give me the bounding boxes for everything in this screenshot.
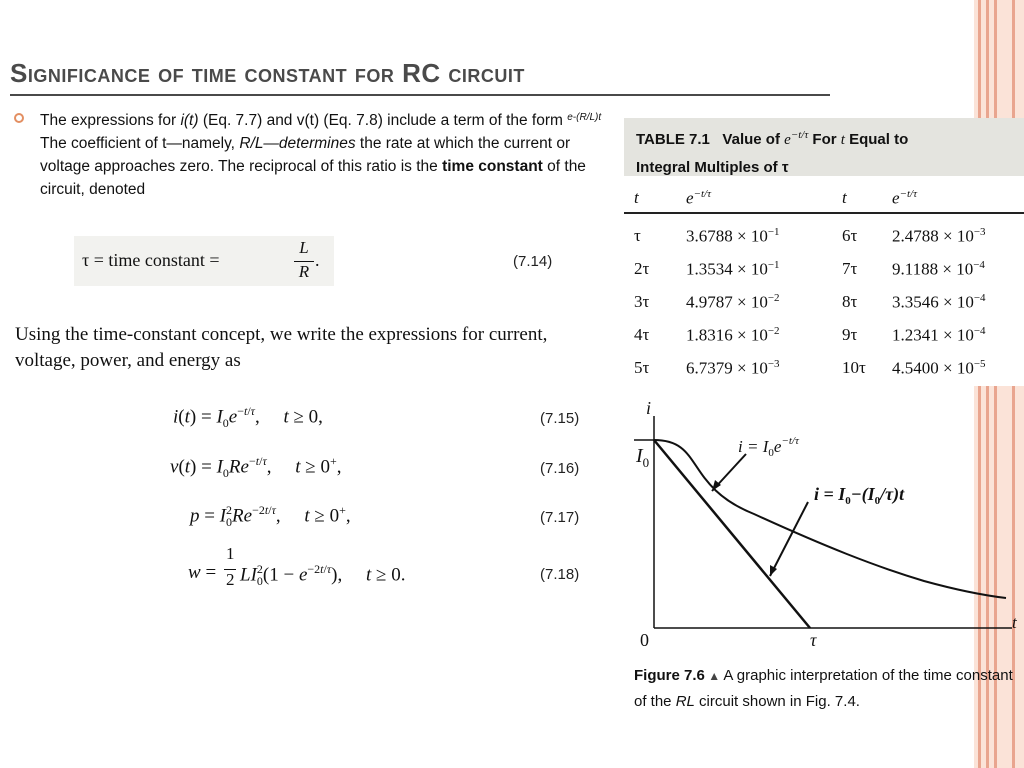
y-axis-label: i bbox=[646, 398, 652, 418]
text-run: (Eq. 7.7) and v(t) (Eq. 7.8) include a term of the form bbox=[198, 112, 568, 129]
title-underline bbox=[10, 94, 830, 96]
table-title-part: t bbox=[840, 132, 845, 148]
label-part: −(I bbox=[850, 484, 875, 504]
curve-label-exponential bbox=[738, 435, 800, 459]
column-header-sup: −t/τ bbox=[899, 188, 918, 200]
table-cell-value: $9.1188 \times 10^{-4}$ bbox=[892, 259, 985, 279]
label-part: e bbox=[773, 437, 782, 456]
bullet-icon bbox=[14, 113, 24, 123]
column-header-e: e bbox=[892, 188, 900, 208]
equation-7-16: $v(t) = I_0Re^{-t/\tau}$, t ≥ 0+, bbox=[170, 454, 342, 481]
text-run: the rate at which the current or voltage approaches zero. The reciprocal of this ratio is the bbox=[40, 135, 571, 175]
i0-label bbox=[635, 445, 649, 470]
label-part: 0 bbox=[845, 495, 851, 507]
text-run-bold: time constant bbox=[442, 158, 543, 175]
column-header bbox=[686, 188, 711, 209]
label-part: /τ)t bbox=[880, 484, 905, 504]
column-header-t: t bbox=[634, 188, 639, 207]
i0-label-sub: 0 bbox=[642, 455, 650, 470]
figure-caption-label: Figure 7.6 bbox=[634, 667, 705, 684]
equation-period: . bbox=[315, 250, 320, 270]
origin-label: 0 bbox=[640, 630, 649, 650]
table-cell-value: $1.3534 \times 10^{-1}$ bbox=[686, 259, 780, 279]
table-cell-value: $3.6788 \times 10^{-1}$ bbox=[686, 226, 780, 246]
figure-7-6-graph bbox=[624, 396, 1024, 660]
label-part: i = I bbox=[814, 484, 846, 504]
table-cell-value: $1.8316 \times 10^{-2}$ bbox=[686, 325, 780, 345]
table-rule bbox=[624, 212, 1024, 214]
x-axis-label: t bbox=[1012, 613, 1017, 632]
column-header-e: e bbox=[686, 188, 694, 208]
table-cell-value: $3.3546 \times 10^{-4}$ bbox=[892, 292, 986, 312]
table-cell-t: 4τ bbox=[634, 325, 650, 344]
fraction-numerator: L bbox=[299, 238, 309, 257]
table-cell-t: 10τ bbox=[842, 358, 866, 377]
equation-7-17: $p = I_0^2Re^{-2t/\tau}$, t ≥ 0+, bbox=[190, 503, 351, 530]
figure-caption-italic: RL bbox=[675, 693, 695, 710]
table-title-part: Equal to bbox=[844, 131, 909, 148]
fraction-denominator: R bbox=[298, 262, 310, 281]
scan-paragraph: Using the time-constant concept, we write the expressions for current, voltage, power, and energy as bbox=[15, 324, 548, 371]
equation-7-14 bbox=[82, 250, 220, 271]
table-cell-value: $1.2341 \times 10^{-4}$ bbox=[892, 325, 986, 345]
label-part: 0 bbox=[874, 495, 881, 507]
table-title bbox=[624, 118, 1024, 176]
table-title-part: −t/τ bbox=[790, 129, 809, 141]
table-title-line2: Integral Multiples of τ bbox=[636, 159, 789, 176]
table-7-1 bbox=[624, 118, 1024, 386]
text-run-italic: R/L—determines bbox=[239, 135, 356, 152]
table-cell-value: $2.4788 \times 10^{-3}$ bbox=[892, 226, 986, 246]
equation-number: (7.16) bbox=[540, 460, 580, 477]
slide-title: Significance of time constant for RC circuit bbox=[10, 58, 525, 88]
equation-number: (7.14) bbox=[513, 253, 553, 270]
table-title-part: Value of bbox=[722, 131, 785, 148]
figure-caption-icon: ▲ bbox=[704, 669, 721, 683]
text-run: The coefficient of t—namely, bbox=[40, 135, 240, 152]
equation-number: (7.18) bbox=[540, 566, 580, 583]
column-header bbox=[892, 188, 917, 209]
table-title-part: For bbox=[808, 131, 841, 148]
table-title-part: e bbox=[784, 132, 791, 148]
label-part: i = I bbox=[738, 437, 769, 456]
table-label: TABLE 7.1 bbox=[636, 131, 710, 148]
equation-7-18: w = 1 2 $LI_0^2(1 - e^{-2t/\tau})$, t ≥ 0. bbox=[188, 544, 406, 589]
table-cell-value: $6.7379 \times 10^{-3}$ bbox=[686, 358, 780, 378]
i0-label-main: I bbox=[636, 445, 643, 467]
table-cell-t: 8τ bbox=[842, 292, 858, 311]
text-run-italic: i(t) bbox=[180, 112, 199, 129]
arrowhead bbox=[770, 565, 777, 576]
curve-label-tangent bbox=[814, 484, 905, 507]
equation-7-15: $i(t) = I_0e^{-t/\tau}$, t ≥ 0, bbox=[173, 404, 323, 431]
table-cell-t: 6τ bbox=[842, 226, 858, 245]
table-cell-value: $4.9787 \times 10^{-2}$ bbox=[686, 292, 780, 312]
tau-label: τ bbox=[810, 630, 817, 650]
table-cell-t: 3τ bbox=[634, 292, 650, 311]
column-header bbox=[634, 188, 639, 208]
table-cell-t: 7τ bbox=[842, 259, 858, 278]
equation-number: (7.17) bbox=[540, 509, 580, 526]
label-arrow-tangent bbox=[770, 502, 808, 576]
text-run: The expressions for bbox=[40, 112, 181, 129]
exponential-curve bbox=[654, 440, 1006, 598]
table-cell-t: τ bbox=[634, 226, 641, 245]
table-cell-t: 2τ bbox=[634, 259, 650, 278]
figure-caption bbox=[634, 663, 1014, 714]
equation-7-14-box bbox=[74, 236, 334, 286]
figure-caption-text: circuit shown in Fig. 7.4. bbox=[694, 693, 860, 710]
column-header-sup: −t/τ bbox=[693, 188, 712, 200]
exponent-term: e-(R/L)t bbox=[567, 112, 602, 123]
text-run: of the circuit, denoted bbox=[40, 158, 586, 198]
figure-caption-text: A graphic interpretation of the time constant of the bbox=[634, 667, 1013, 710]
label-part: −t/τ bbox=[781, 435, 799, 447]
column-header-t: t bbox=[842, 188, 847, 207]
label-part: 0 bbox=[768, 447, 774, 459]
body-paragraph bbox=[40, 109, 620, 201]
table-cell-value: $4.5400 \times 10^{-5}$ bbox=[892, 358, 986, 378]
equation-lhs: τ = time constant = bbox=[82, 250, 220, 270]
table-title-text bbox=[636, 122, 908, 181]
column-header bbox=[842, 188, 847, 208]
equation-number: (7.15) bbox=[540, 410, 580, 427]
table-cell-t: 5τ bbox=[634, 358, 650, 377]
table-cell-t: 9τ bbox=[842, 325, 858, 344]
